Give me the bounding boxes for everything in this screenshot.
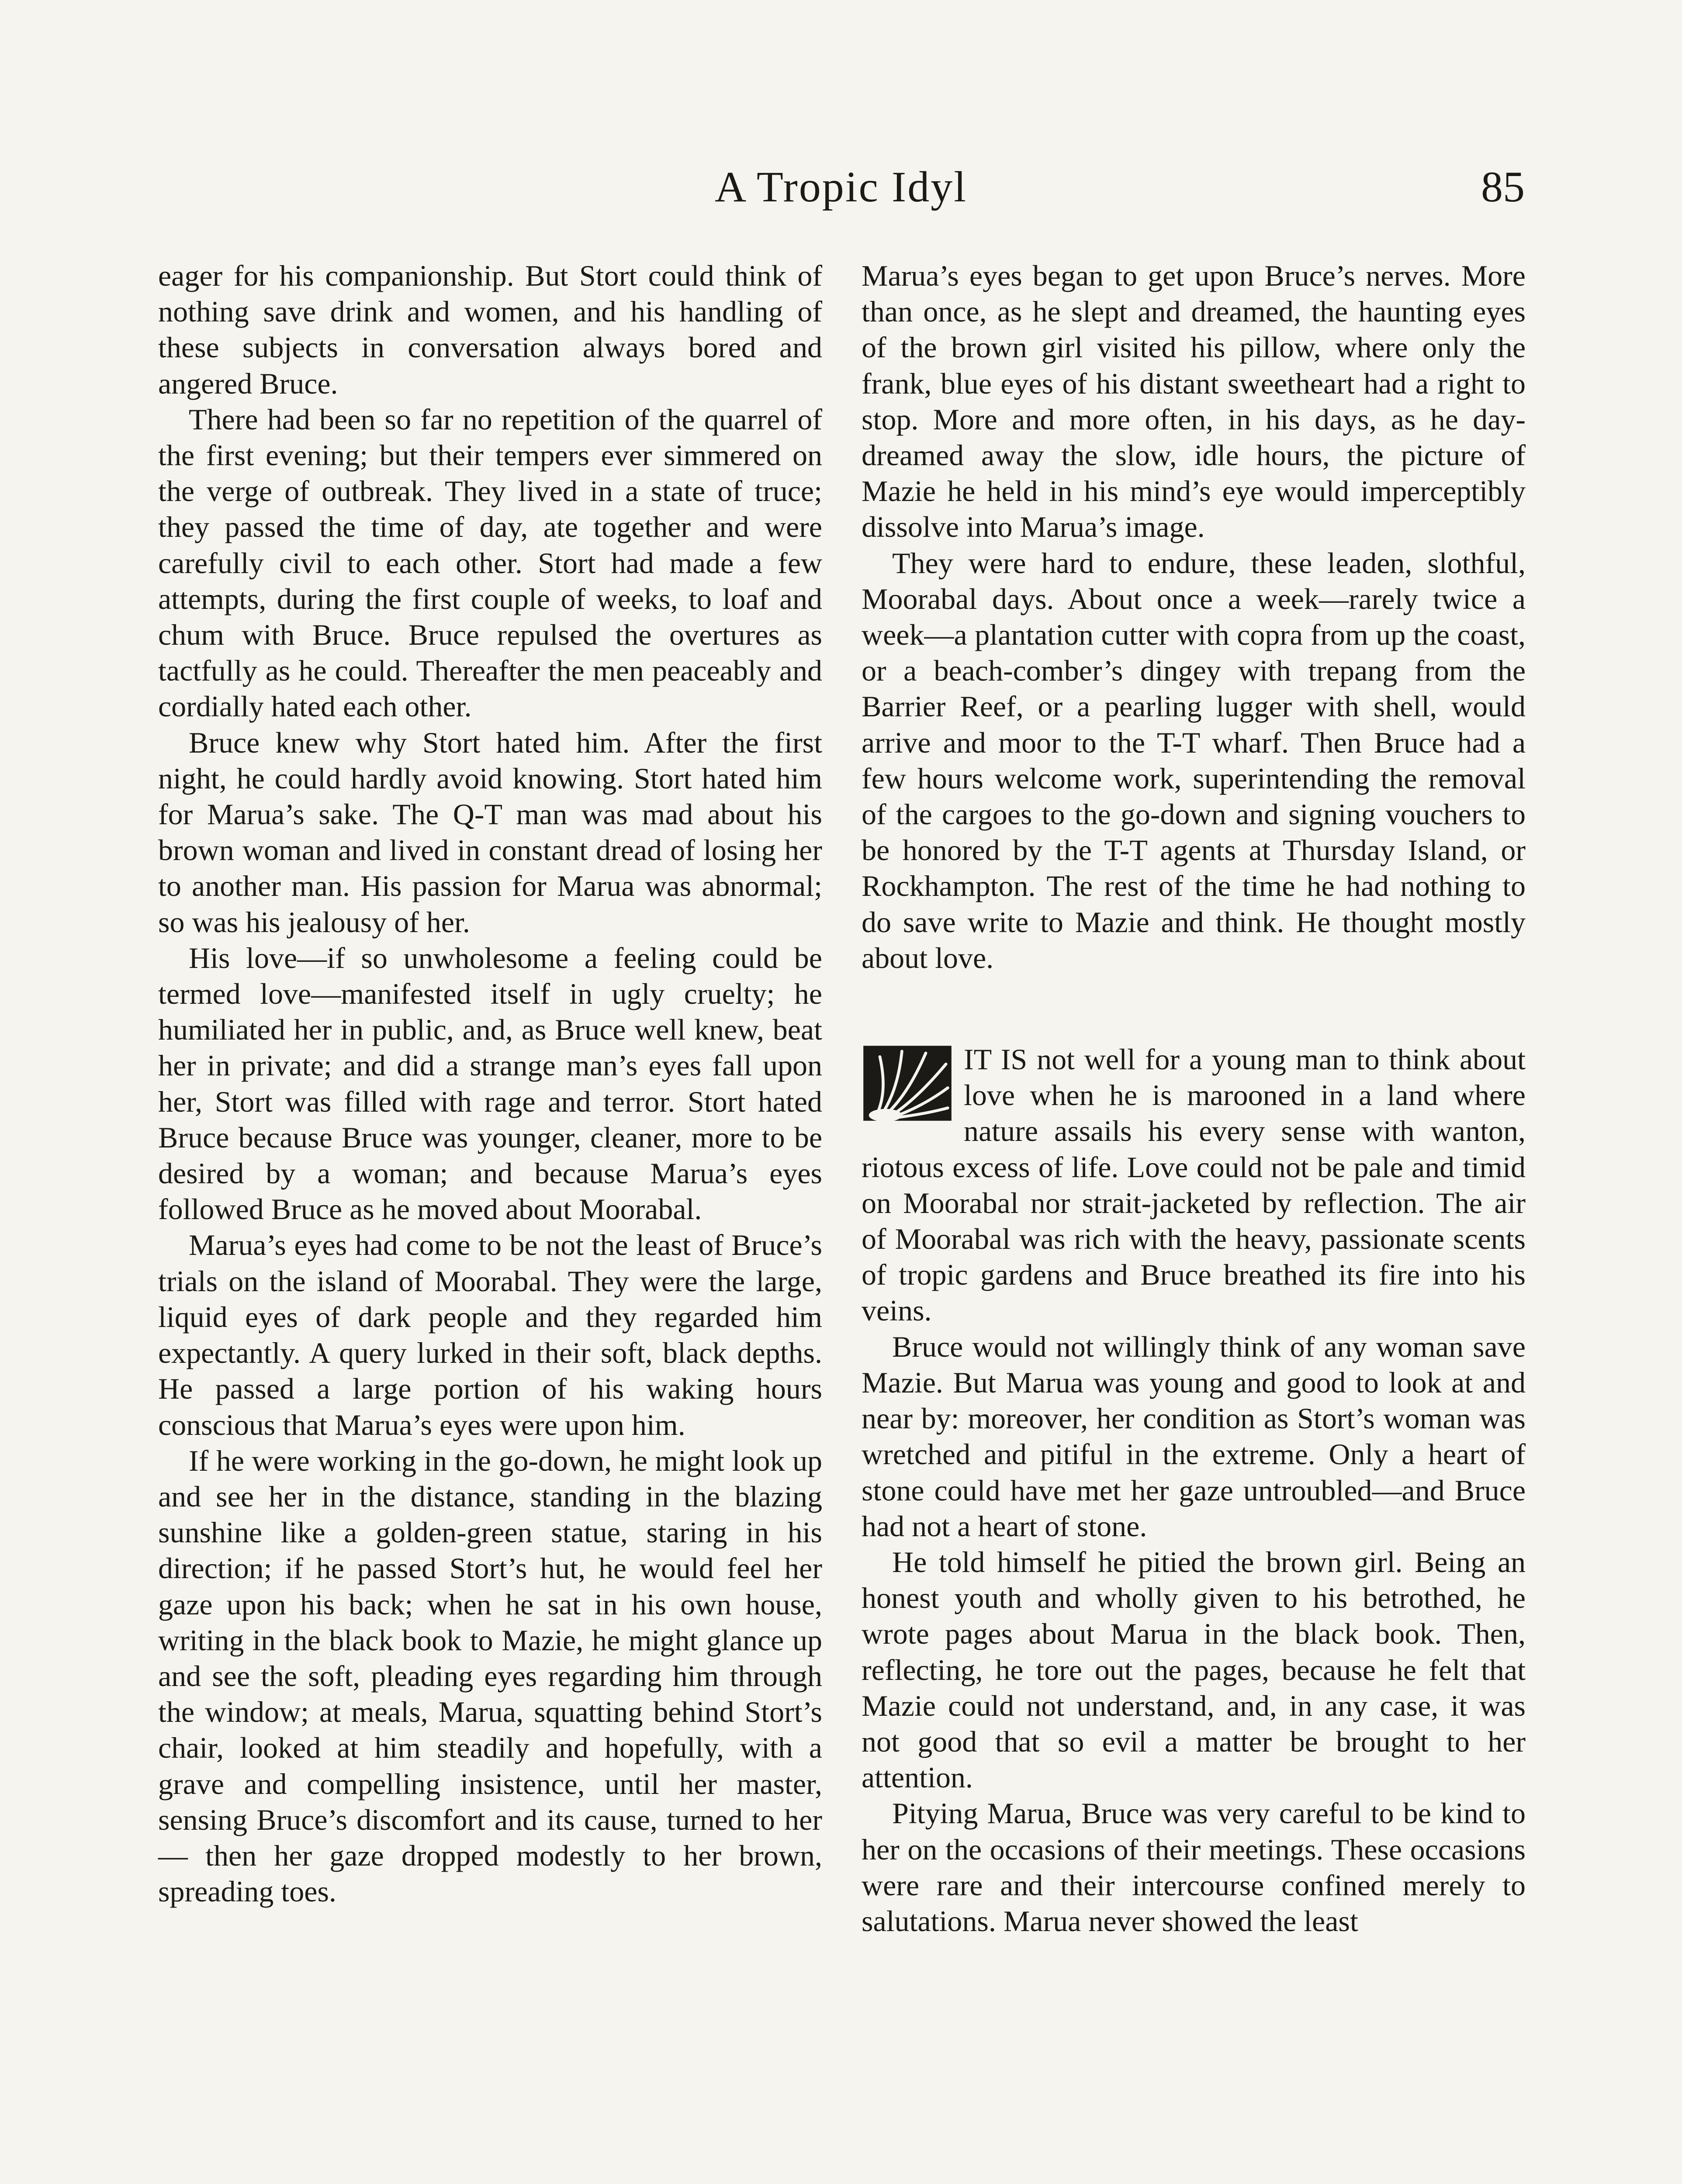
paragraph: He told himself he pitied the brown girl. Being an honest youth and wholly given to his betrothed, he wrote pages about Marua in the black book. Then, reflecting, he tore out the pages, because he felt that Mazie could not understand, and, in any case, it was not good that so evil a matter be brought to her attention. bbox=[862, 1545, 1526, 1794]
sunburst-ornament-icon bbox=[862, 1044, 953, 1123]
running-header bbox=[157, 162, 1525, 223]
paragraph: Pitying Marua, Bruce was very careful to be kind to her on the occasions of their meetings. These occasions were rare and their intercourse confined merely to salutations. Marua never showed the least bbox=[862, 1797, 1526, 1938]
left-column bbox=[158, 258, 822, 1909]
paragraph: Bruce would not willingly think of any woman save Mazie. But Marua was young and good to look at and near by: moreover, her condition as Stort’s woman was wretched and pitiful in the extreme. Only a heart of stone could have met her gaze untroubled—and Bruce had not a heart of stone. bbox=[862, 1330, 1526, 1543]
paragraph: There had been so far no repetition of the quarrel of the first evening; but their tempers ever simmered on the verge of outbreak. They lived in a state of truce; they passed the time of day, ate together and were carefully civil to each other. Stort had made a few attempts, during the first couple of weeks, to loaf and chum with Bruce. Bruce repulsed the overtures as tactfully as he could. Thereafter the men peaceably and cordially hated each other. bbox=[158, 402, 822, 723]
paragraph: Marua’s eyes began to get upon Bruce’s nerves. More than once, as he slept and dreamed, the haunting eyes of the brown girl visited his pillow, where only the frank, blue eyes of his distant sweetheart had a right to stop. More and more often, in his days, as he day-dreamed away the slow, idle hours, the picture of Mazie he held in his mind’s eye would imperceptibly dissolve into Marua’s image. bbox=[862, 259, 1526, 544]
paragraph: IT IS not well for a young man to think about love when he is marooned in a land where nature assails his every sense with wanton, riotous excess of life. Love could not be pale and timid on Moorabal nor strait-jacketed by reflection. The air of Moorabal was rich with the heavy, passionate scents of tropic gardens and Bruce breathed its fire into his veins. bbox=[862, 1043, 1526, 1327]
paragraph: eager for his companionship. But Stort could think of nothing save drink and women, and his handling of these subjects in conversation always bored and angered Bruce. bbox=[158, 259, 822, 400]
paragraph: Bruce knew why Stort hated him. After the first night, he could hardly avoid knowing. Stort hated him for Marua’s sake. The Q-T man was mad about his brown woman and lived in constant dread of losing her to another man. His passion for Marua was abnormal; so was his jealousy of her. bbox=[158, 726, 822, 939]
paragraph: If he were working in the go-down, he might look up and see her in the distance, standing in the blazing sunshine like a golden-green statue, staring in his direction; if he passed Stort’s hut, he would feel her gaze upon his back; when he sat in his own house, writing in the black book to Mazie, he might glance up and see the soft, pleading eyes regarding him through the window; at meals, Marua, squatting behind Stort’s chair, looked at him steadily and hopefully, with a grave and compelling insistence, until her master, sensing Bruce’s discomfort and its cause, turned to her— then her gaze dropped modestly to her brown, spreading toes. bbox=[158, 1444, 822, 1908]
paragraph: His love—if so unwholesome a feeling could be termed love—manifested itself in ugly cruelty; he humiliated her in public, and, as Bruce well knew, beat her in private; and did a strange man’s eyes fall upon her, Stort was filled with rage and terror. Stort hated Bruce because Bruce was younger, cleaner, more to be desired by a woman; and because Marua’s eyes followed Bruce as he moved about Moorabal. bbox=[158, 941, 822, 1226]
paragraph: They were hard to endure, these leaden, slothful, Moorabal days. About once a week—rarely twice a week—a plantation cutter with copra from up the coast, or a beach-comber’s dingey with trepang from the Barrier Reef, or a pearling lugger with shell, would arrive and moor to the T-T wharf. Then Bruce had a few hours welcome work, superintending the removal of the cargoes to the go-down and signing vouchers to be honored by the T-T agents at Thursday Island, or Rockhampton. The rest of the time he had nothing to do save write to Mazie and think. He thought mostly about love. bbox=[862, 546, 1526, 975]
page-number: 85 bbox=[1481, 162, 1525, 211]
page-title: A Tropic Idyl bbox=[714, 162, 967, 211]
section-break bbox=[862, 976, 1526, 1041]
right-column bbox=[862, 258, 1526, 1939]
paragraph: Marua’s eyes had come to be not the least of Bruce’s trials on the island of Moorabal. They were the large, liquid eyes of dark people and they regarded him expectantly. A query lurked in their soft, black depths. He passed a large portion of his waking hours conscious that Marua’s eyes were upon him. bbox=[158, 1228, 822, 1441]
